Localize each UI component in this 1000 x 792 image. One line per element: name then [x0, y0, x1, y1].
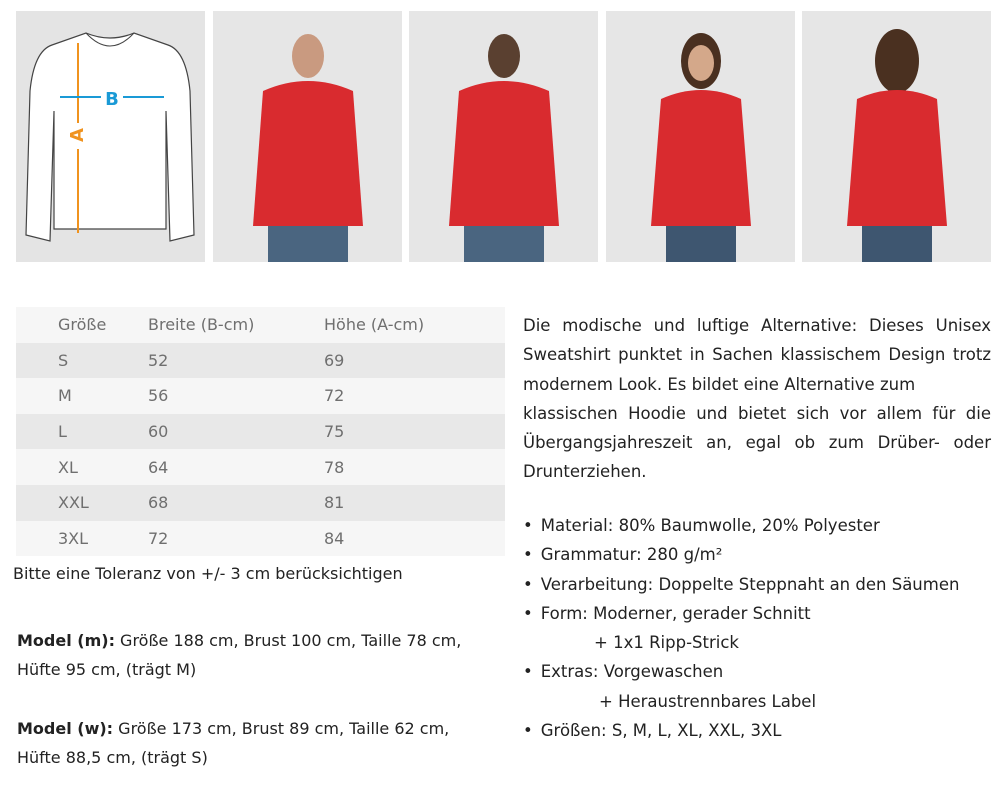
model-m-line2: Hüfte 95 cm, (trägt M) — [17, 660, 197, 679]
table-header-row — [16, 307, 505, 343]
cell: L — [58, 422, 67, 442]
cell: M — [58, 386, 72, 406]
cell: 52 — [148, 350, 169, 370]
cell: 84 — [324, 528, 345, 548]
model-w-back-image — [802, 11, 991, 262]
cell: S — [58, 350, 69, 370]
table-row — [16, 378, 505, 414]
size-table — [16, 307, 505, 556]
model-m-label: Model (m): — [17, 631, 115, 650]
label-a: A — [67, 128, 88, 142]
model-w-line1: Größe 173 cm, Brust 89 cm, Taille 62 cm, — [113, 719, 450, 738]
feature-item: • Grammatur: 280 g/m² — [523, 540, 959, 569]
header-size: Größe — [58, 315, 107, 335]
cell: 64 — [148, 457, 169, 477]
table-row — [16, 449, 505, 485]
model-w-info — [17, 714, 497, 772]
cell: 72 — [324, 386, 345, 406]
header-height: Höhe (A-cm) — [324, 315, 425, 335]
cell: 3XL — [58, 528, 89, 548]
cell: 68 — [148, 493, 169, 513]
table-row — [16, 521, 505, 557]
model-w-front-image — [606, 11, 795, 262]
feature-list — [523, 511, 959, 745]
table-row — [16, 414, 505, 450]
cell: 81 — [324, 493, 345, 513]
desc-line: Sweatshirt punktet in Sachen klassischem Design trotz — [523, 345, 991, 365]
product-description — [523, 311, 991, 487]
model-m-info — [17, 626, 497, 684]
feature-item: • Extras: Vorgewaschen — [523, 657, 959, 686]
table-row — [16, 343, 505, 379]
label-b: B — [105, 89, 119, 110]
desc-line: Die modische und luftige Alternative: Dieses Unisex — [523, 316, 991, 335]
feature-item-continued: + Heraustrennbares Label — [599, 691, 817, 711]
desc-line: Übergangsjahreszeit an, egal ob zum Drüber- oder — [523, 433, 991, 453]
model-w-label: Model (w): — [17, 719, 114, 738]
desc-line: modernem Look. Es bildet eine Alternative zum — [523, 374, 916, 394]
desc-line: Drunterziehen. — [523, 462, 647, 482]
tolerance-note: Bitte eine Toleranz von +/- 3 cm berücksichtigen — [13, 564, 403, 583]
model-m-back-image — [409, 11, 598, 262]
cell: 78 — [324, 457, 345, 477]
cell: 75 — [324, 422, 345, 442]
header-width: Breite (B-cm) — [148, 315, 255, 335]
feature-item: • Größen: S, M, L, XL, XXL, 3XL — [523, 716, 959, 745]
model-m-front-image — [213, 11, 402, 262]
size-diagram-image — [16, 11, 205, 262]
cell: XXL — [58, 493, 89, 513]
cell: XL — [58, 457, 78, 477]
cell: 72 — [148, 528, 169, 548]
desc-line: klassischen Hoodie und bietet sich vor allem für die — [523, 403, 991, 423]
cell: 69 — [324, 350, 345, 370]
feature-item-continued: + 1x1 Ripp-Strick — [594, 633, 739, 653]
model-w-line2: Hüfte 88,5 cm, (trägt S) — [17, 748, 208, 767]
table-row — [16, 485, 505, 521]
cell: 56 — [148, 386, 169, 406]
cell: 60 — [148, 422, 169, 442]
feature-item: • Form: Moderner, gerader Schnitt — [523, 599, 959, 628]
feature-item: • Verarbeitung: Doppelte Steppnaht an den Säumen — [523, 570, 959, 599]
feature-item: • Material: 80% Baumwolle, 20% Polyester — [523, 511, 959, 540]
model-m-line1: Größe 188 cm, Brust 100 cm, Taille 78 cm, — [114, 631, 462, 650]
